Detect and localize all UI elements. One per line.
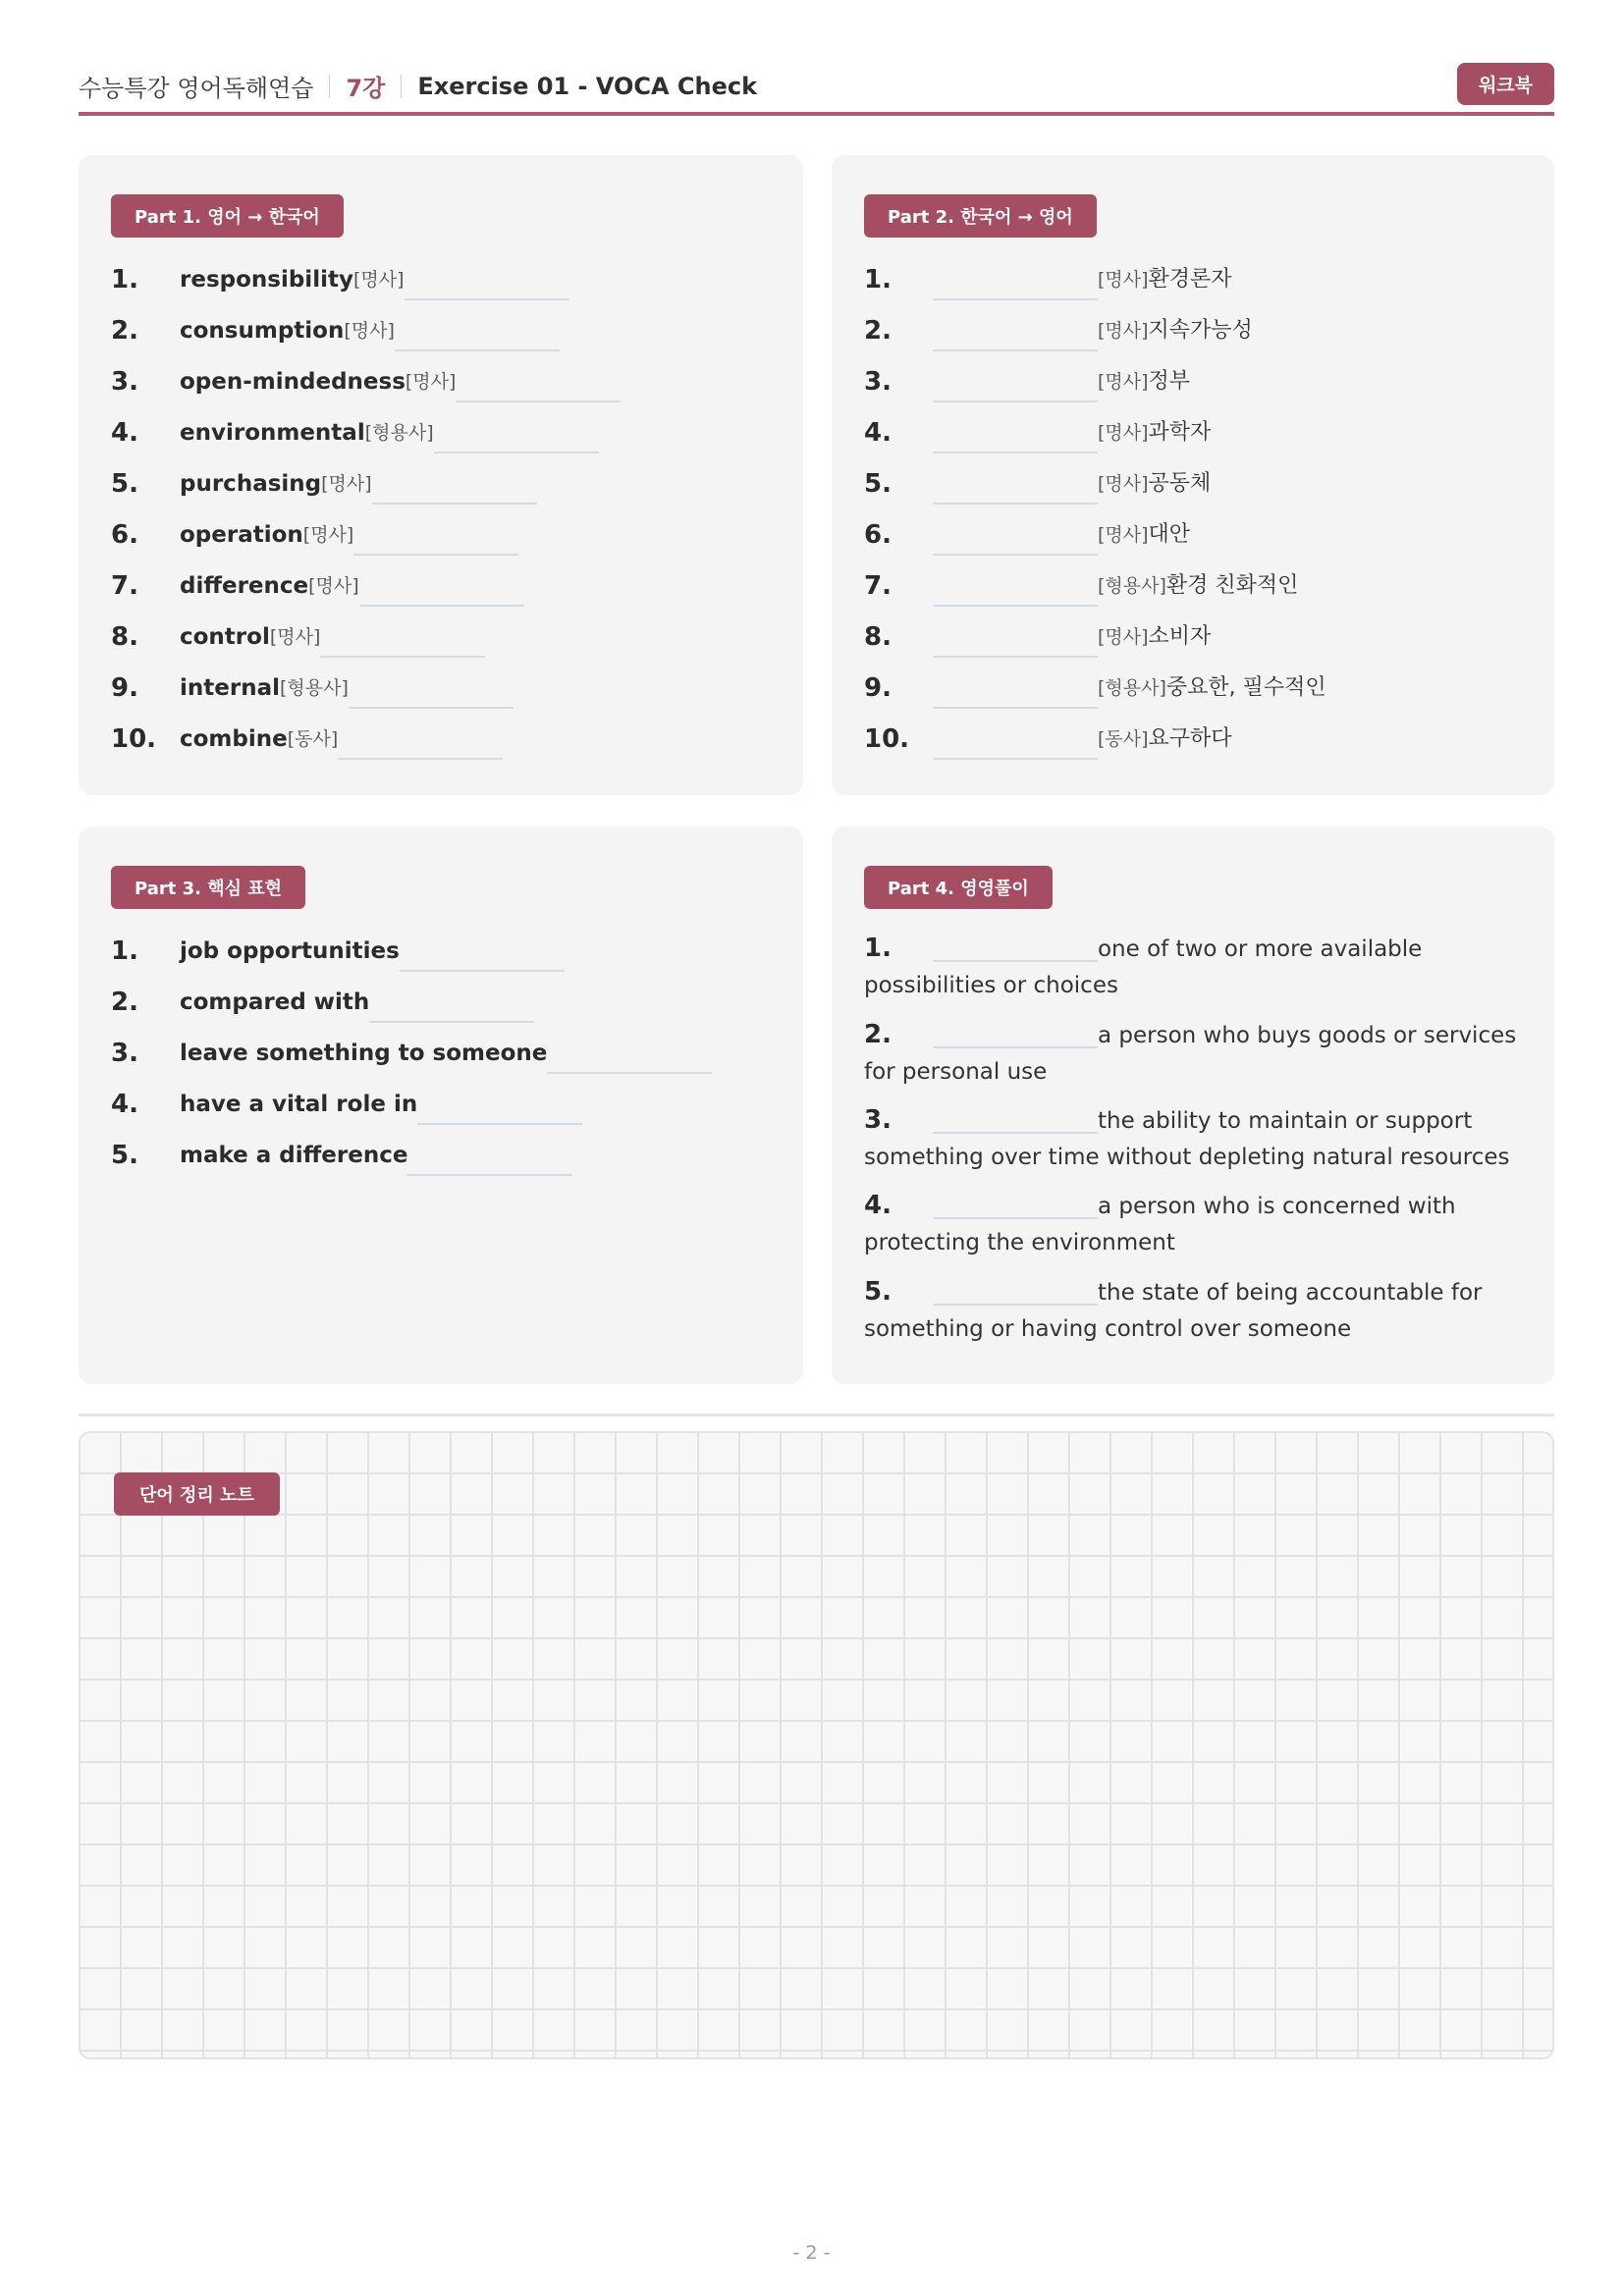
part-of-speech: [동사]: [1098, 728, 1149, 750]
answer-blank[interactable]: [372, 475, 537, 505]
answer-blank[interactable]: [933, 1019, 1098, 1048]
vocab-word: control: [180, 624, 270, 650]
korean-meaning: 대안: [1148, 522, 1191, 547]
key-phrase: job opportunities: [180, 938, 400, 964]
english-definition: the state of being accountable for something or having control over someone: [864, 1280, 1483, 1342]
part-of-speech: [명사]: [1098, 320, 1149, 342]
english-definition: a person who is concerned with protecting the environment: [864, 1194, 1456, 1255]
item-number: 4.: [864, 1191, 892, 1220]
vocab-word: responsibility: [180, 267, 353, 293]
answer-blank[interactable]: [933, 373, 1098, 402]
item-number: 1.: [111, 936, 138, 966]
part-of-speech: [형용사]: [1098, 677, 1166, 699]
vocab-word: operation: [180, 522, 303, 548]
list-item: [864, 1102, 1542, 1176]
item-number: 9.: [111, 673, 138, 703]
vocab-word: combine: [180, 726, 288, 752]
answer-blank[interactable]: [933, 1104, 1098, 1134]
vocab-word: purchasing: [180, 471, 322, 497]
book-title: 수능특강 영어독해연습: [79, 75, 314, 102]
header-breadcrumb: [79, 69, 757, 103]
item-number: 4.: [111, 1090, 138, 1119]
part-of-speech: [동사]: [287, 728, 339, 750]
answer-blank[interactable]: [369, 993, 534, 1023]
item-number: 1.: [111, 265, 138, 294]
part-of-speech: [명사]: [1098, 524, 1149, 546]
korean-meaning: 과학자: [1148, 420, 1212, 445]
part-of-speech: [명사]: [1098, 371, 1149, 393]
part-of-speech: [명사]: [302, 524, 354, 546]
korean-meaning: 환경론자: [1148, 267, 1232, 292]
item-number: 3.: [864, 367, 892, 397]
part4-card: [832, 827, 1554, 1384]
answer-blank[interactable]: [456, 373, 621, 402]
key-phrase: make a difference: [180, 1143, 408, 1168]
answer-blank[interactable]: [933, 1190, 1098, 1219]
item-number: 6.: [111, 520, 138, 550]
part-of-speech: [명사]: [308, 575, 359, 597]
answer-blank[interactable]: [338, 730, 503, 760]
item-number: 2.: [864, 1020, 892, 1049]
item-number: 9.: [864, 673, 892, 703]
item-number: 5.: [864, 469, 892, 499]
workbook-badge: 워크북: [1457, 63, 1554, 105]
lesson-number: 7강: [346, 75, 386, 102]
item-number: 5.: [111, 1141, 138, 1170]
answer-blank[interactable]: [395, 322, 560, 351]
english-definition: one of two or more available possibilities or choices: [864, 936, 1423, 998]
part3-card: [79, 827, 803, 1384]
answer-blank[interactable]: [933, 933, 1098, 962]
answer-blank[interactable]: [547, 1044, 712, 1074]
answer-blank[interactable]: [417, 1095, 582, 1125]
answer-blank[interactable]: [933, 475, 1098, 505]
item-number: 7.: [864, 571, 892, 601]
part1-card: [79, 155, 803, 795]
korean-meaning: 공동체: [1148, 471, 1212, 496]
part-of-speech: [명사]: [405, 371, 457, 393]
part-of-speech: [명사]: [321, 473, 372, 495]
list-item: [864, 1188, 1542, 1261]
part-of-speech: [명사]: [352, 269, 405, 291]
item-number: 2.: [111, 316, 138, 346]
answer-blank[interactable]: [407, 1147, 572, 1176]
part-of-speech: [명사]: [1098, 269, 1149, 291]
notes-label: 단어 정리 노트: [114, 1472, 280, 1516]
korean-meaning: 소비자: [1148, 624, 1212, 649]
part-of-speech: [형용사]: [1098, 575, 1166, 597]
header-divider: [401, 75, 402, 98]
vocab-word: consumption: [180, 318, 345, 344]
answer-blank[interactable]: [400, 942, 565, 972]
part-of-speech: [형용사]: [279, 677, 349, 699]
answer-blank[interactable]: [353, 526, 518, 556]
item-number: 8.: [111, 622, 138, 652]
item-number: 2.: [864, 316, 892, 346]
part1-label: Part 1. 영어 → 한국어: [111, 194, 344, 238]
item-number: 3.: [111, 1039, 138, 1068]
page-number: - 2 -: [792, 2242, 831, 2264]
item-number: 10.: [864, 724, 910, 754]
part2-label: Part 2. 한국어 → 영어: [864, 194, 1097, 238]
item-number: 2.: [111, 988, 138, 1017]
item-number: 5.: [111, 469, 138, 499]
part-of-speech: [명사]: [1098, 626, 1149, 648]
key-phrase: have a vital role in: [180, 1092, 418, 1117]
section-divider: [79, 1414, 1554, 1416]
answer-blank[interactable]: [359, 577, 524, 607]
vocab-word: environmental: [180, 420, 365, 446]
answer-blank[interactable]: [405, 271, 569, 300]
key-phrase: compared with: [180, 989, 370, 1015]
item-number: 4.: [864, 418, 892, 448]
exercise-title: Exercise 01 - VOCA Check: [417, 72, 758, 100]
answer-blank[interactable]: [933, 322, 1098, 351]
part-of-speech: [명사]: [1098, 473, 1149, 495]
answer-blank[interactable]: [933, 679, 1098, 709]
answer-blank[interactable]: [933, 424, 1098, 454]
korean-meaning: 정부: [1148, 369, 1191, 394]
item-number: 1.: [864, 934, 892, 963]
item-number: 8.: [864, 622, 892, 652]
part2-card: [832, 155, 1554, 795]
answer-blank[interactable]: [933, 1276, 1098, 1306]
item-number: 4.: [111, 418, 138, 448]
answer-blank[interactable]: [933, 730, 1098, 760]
vocab-word: internal: [180, 675, 280, 701]
part3-label: Part 3. 핵심 표현: [111, 866, 305, 909]
vocab-word: open-mindedness: [180, 369, 406, 395]
header-divider: [329, 75, 330, 98]
item-number: 6.: [864, 520, 892, 550]
key-phrase: leave something to someone: [180, 1041, 548, 1066]
vocabulary-notes-grid[interactable]: [79, 1431, 1554, 2059]
item-number: 5.: [864, 1277, 892, 1307]
item-number: 3.: [111, 367, 138, 397]
part-of-speech: [형용사]: [364, 422, 434, 444]
answer-blank[interactable]: [434, 424, 599, 454]
item-number: 10.: [111, 724, 157, 754]
part-of-speech: [명사]: [1098, 422, 1149, 444]
item-number: 1.: [864, 265, 892, 294]
vocab-word: difference: [180, 573, 309, 599]
part-of-speech: [명사]: [344, 320, 395, 342]
answer-blank[interactable]: [349, 679, 514, 709]
list-item: [864, 1274, 1542, 1348]
list-item: [864, 931, 1542, 1004]
part4-label: Part 4. 영영풀이: [864, 866, 1053, 909]
korean-meaning: 중요한, 필수적인: [1165, 675, 1326, 700]
answer-blank[interactable]: [933, 271, 1098, 300]
korean-meaning: 요구하다: [1148, 726, 1232, 751]
english-definition: a person who buys goods or services for personal use: [864, 1023, 1517, 1085]
page-header: [79, 61, 1554, 116]
part-of-speech: [명사]: [269, 626, 321, 648]
korean-meaning: 지속가능성: [1148, 318, 1253, 343]
korean-meaning: 환경 친화적인: [1165, 573, 1299, 598]
item-number: 7.: [111, 571, 138, 601]
english-definition: the ability to maintain or support something over time without depleting natural resources: [864, 1108, 1510, 1170]
answer-blank[interactable]: [933, 577, 1098, 607]
answer-blank[interactable]: [933, 526, 1098, 556]
item-number: 3.: [864, 1105, 892, 1135]
list-item: [864, 1017, 1542, 1091]
answer-blank[interactable]: [933, 628, 1098, 658]
answer-blank[interactable]: [320, 628, 485, 658]
